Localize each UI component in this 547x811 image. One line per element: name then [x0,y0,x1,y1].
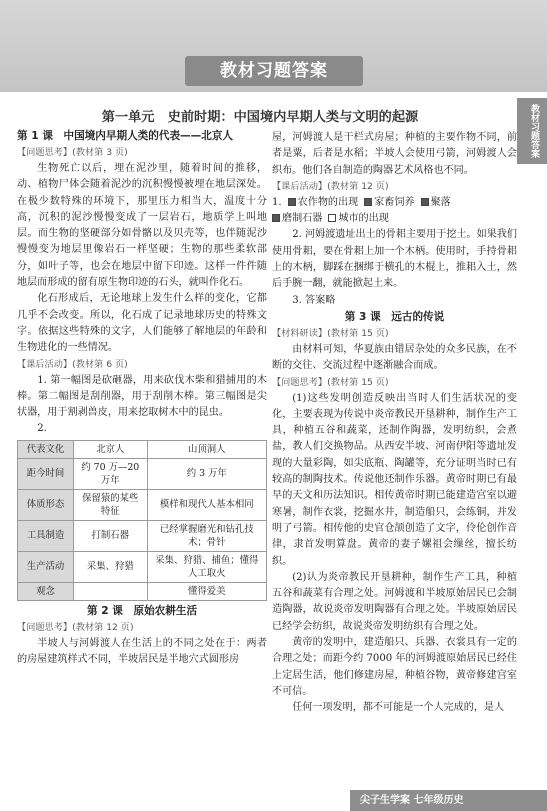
table-cell: 山顶洞人 [147,440,266,458]
section-tag: 【问题思考】(教材第 12 页) [17,621,134,633]
checklist-item [364,195,414,211]
section-tag: 【课后活动】(教材第 12 页) [272,180,389,192]
unit-title: 第一单元 史前时期：中国境内早期人类与文明的起源 [101,110,419,125]
checked-box-icon [364,198,372,206]
table-cell [74,582,148,600]
checked-box-icon [272,214,280,222]
table-cell: 打制石器 [74,520,148,551]
paragraph: 2. 河姆渡遗址出土的骨耜主要用于挖土。如果我们使用骨耜，要在骨耜上加一个木柄。使用时，手持骨耜上的木柄，脚踩在捆绑于横孔的木棍上，推耜入土，然后手腕一翻，就能掀起土来。 [272,229,517,290]
paragraph: 任何一项发明，都不可能是一个人完成的，是人 [292,702,505,714]
table-row [18,582,267,600]
row-header: 工具制造 [18,520,74,551]
answer-checklist [272,211,517,227]
table-cell: 保留猿的某些特征 [74,489,148,520]
table-row [18,551,267,582]
paragraph: 1. 第一幅图是砍砸器，用来砍伐木柴和猎捕用的木棒。第二幅图是刮削器，用于刮削木棒。第三幅图是尖状器，用于割剥兽皮，用来挖取树木中的昆虫。 [17,374,267,419]
comparison-table [17,440,267,601]
table-cell: 北京人 [74,440,148,458]
lesson-3-title: 第 3 课 远古的传说 [344,310,445,323]
paragraph: (2)认为炎帝教民开垦耕种，制作生产工具，种植五谷和蔬菜有合理之处。河姆渡和半坡原始居民已会制造陶器，故说炎帝发明陶器有合理之处。半坡原始居民已经学会纺织，故说炎帝发明纺织有合理之处。 [272,571,517,632]
paragraph: 化石形成后，无论地球上发生什么样的变化，它都几乎不会改变。所以，化石成了记录地球历史的特殊文字。依据这些特殊的文字，人们能够了解地层的年龄和生物进化的一些情况。 [17,293,267,354]
paragraph: 屋，河姆渡人是干栏式房屋；种植的主要作物不同，前者是粟，后者是水稻；半坡人会使用弓箭，河姆渡人会织布。他们各自制造的陶器艺术风格也不同。 [272,132,517,176]
row-header: 体质形态 [18,489,74,520]
checklist-item [288,195,359,211]
lesson-2-title: 第 2 课 原始农耕生活 [86,604,198,617]
header-banner [0,0,547,92]
side-tab: 教材习题答案 [517,98,547,164]
table-cell: 采集、狩猎 [74,551,148,582]
section-tag: 【问题思考】(教材第 15 页) [272,376,389,388]
paragraph: 3. 答案略 [292,294,336,306]
table-row [18,520,267,551]
checklist-label: 磨制石器 [282,213,323,225]
checklist-label: 城市的出现 [338,213,389,225]
table-row [18,458,267,489]
section-tag: 【材料研读】(教材第 15 页) [272,327,389,339]
table-cell: 约 70 万—20 万年 [74,458,148,489]
paragraph: (1)这些发明创造反映出当时人们生活状况的变化，主要表现为传说中炎帝教民开垦耕种，制作生产工具，种植五谷和蔬菜，还制作陶器，发明纺织，会煮盐，教人们交换物品。从西安半坡、河南伊阳等遗址发现的大量彩陶，如尖底瓶、陶罐等，充分证明当时已有较高的制陶技术。传说他还制作乐器。黄帝时期已有最早的天文和历法知识。相传黄帝时期已能建造宫室以避寒暑，制作衣裳，挖掘水井，制造船只，会练铜，并发明了弓箭。相传他的史官仓颉创造了文字，伶伦创作音律，隶首发明算盘。黄帝的妻子嫘祖会缫丝，擅长纺织。 [272,392,517,567]
checklist-label: 聚落 [430,196,451,208]
page-banner-title: 教材习题答案 [185,56,363,86]
lesson-1-title: 第 1 课 中国境内早期人类的代表——北京人 [17,130,234,142]
checked-box-icon [421,198,429,206]
section-tag: 【问题思考】(教材第 3 页) [17,147,128,158]
table-cell: 模样和现代人基本相同 [147,489,266,520]
left-column [17,128,267,668]
checklist-label: 家畜饲养 [374,196,415,208]
paragraph: 黄帝的发明中，建造船只、兵器、衣裳具有一定的合理之处；而距今约 7000 年的河姆渡原始居民已经住上定居生活，他们修建房屋，种植谷物，黄帝修建宫室不可信。 [272,637,517,697]
checklist-item [421,195,451,211]
table-row [18,489,267,520]
page-footer: 尖子生学案 七年级历史 [350,790,547,811]
table-cell: 已经掌握磨光和钻孔技术；骨针 [147,520,266,551]
checklist-item [272,211,322,227]
unchecked-box-icon [328,214,336,222]
paragraph: 2. [37,423,47,435]
row-header: 代表文化 [18,440,74,458]
row-header: 生产活动 [18,551,74,582]
right-column [272,130,517,717]
row-header: 距今时间 [18,458,74,489]
table-cell: 采集、狩猎、捕鱼；懂得人工取火 [147,551,266,582]
table-row [18,440,267,458]
checklist-label: 农作物的出现 [297,196,359,208]
paragraph: 由材料可知，华夏族由错居杂处的众多民族，在不断的交往、交流过程中逐渐融合而成。 [272,343,517,372]
checked-box-icon [288,198,296,206]
checklist-item [328,211,388,227]
answer-label: 1. [272,196,282,208]
section-tag: 【课后活动】(教材第 6 页) [17,358,128,370]
answer-checklist [272,195,517,211]
table-cell: 懂得爱美 [147,582,266,600]
row-header: 观念 [18,582,74,600]
paragraph: 半坡人与河姆渡人在生活上的不同之处在于：两者的房屋建筑样式不同，半坡居民是半地穴式圆形房 [17,637,267,666]
table-cell: 约 3 万年 [147,458,266,489]
paragraph: 生物死亡以后，埋在泥沙里，随着时间的推移，动、植物尸体会随着泥沙的沉积慢慢被埋在地层深处。在极少数特殊的环境下，那里压力相当大，温度十分高，沉积的泥沙慢慢变成了一层岩石，地质学上叫地层。而生物的坚硬部分如骨骼以及贝壳等，也伴随泥沙慢慢变为地层里像岩石一样坚硬；生物的那些柔软部分，如叶子等，也会在地层中留下印迹。这样一件件随地层而形成的留有原生物印迹的石头，就叫作化石。 [17,163,267,289]
